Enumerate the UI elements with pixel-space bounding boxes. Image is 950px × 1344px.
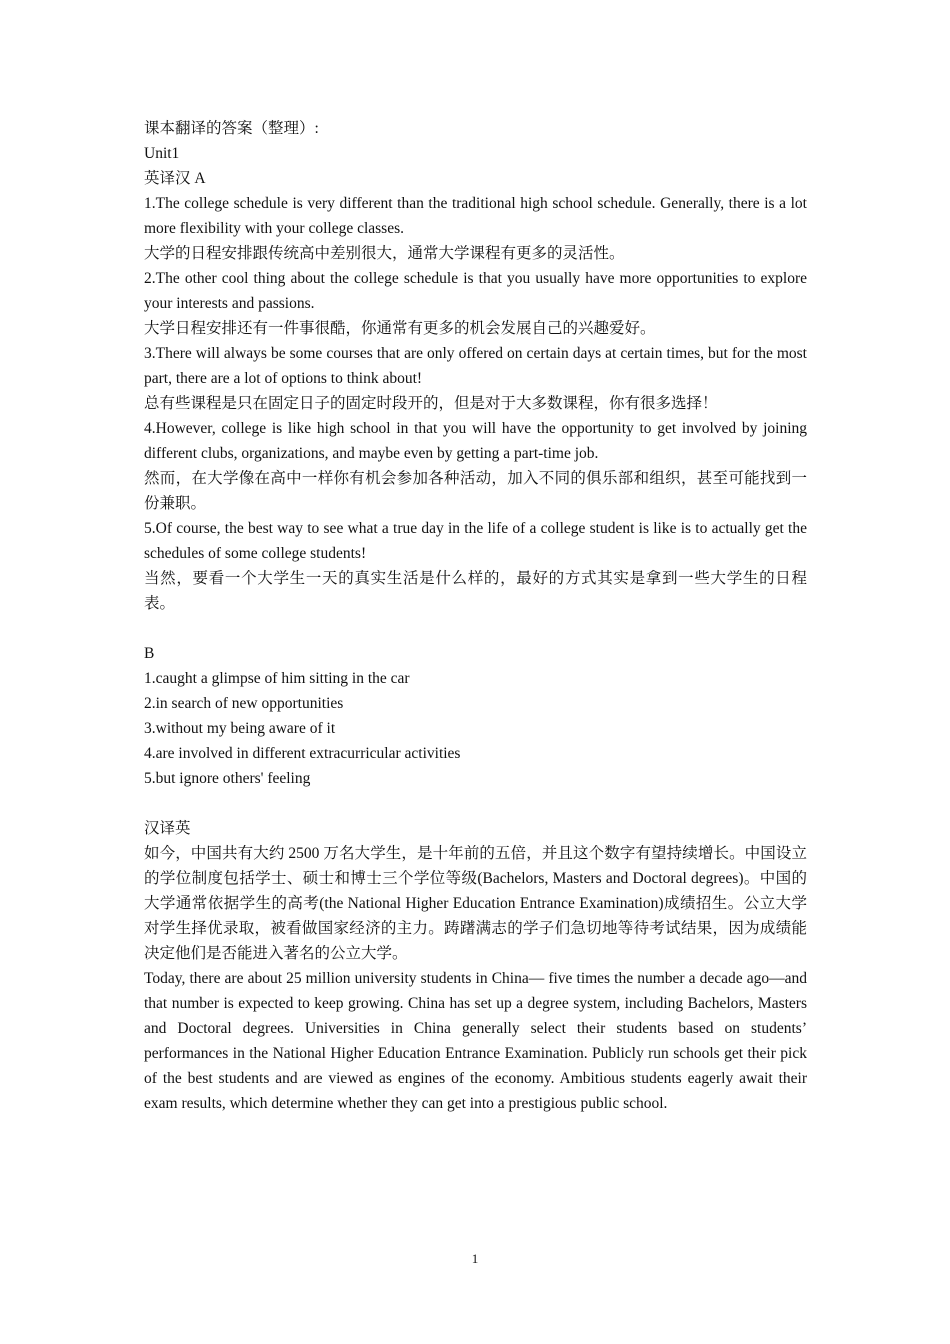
section-a-item-2-zh: 大学日程安排还有一件事很酷，你通常有更多的机会发展自己的兴趣爱好。 — [144, 320, 656, 337]
section-a-item-1-en: 1.The college schedule is very different than the traditional high school schedule. Generally, there is a lot more flexibility with your college classes. — [144, 195, 807, 237]
document-page — [144, 116, 807, 1116]
unit-title: Unit1 — [144, 145, 180, 162]
section-b-item-4: 4.are involved in different extracurricular activities — [144, 745, 461, 762]
section-a-item-5-zh: 当然，要看一个大学生一天的真实生活是什么样的，最好的方式其实是拿到一些大学生的日程表。 — [144, 570, 807, 612]
section-b-item-5: 5.but ignore others' feeling — [144, 770, 311, 787]
section-c-english-paragraph: Today, there are about 25 million university students in China— five times the number a decade ago—and that number is expected to keep growing. China has set up a degree system, including Bachelors, Masters and Doctoral degrees. Universities in China generally select their students based on students’ performances in the National Higher Education Entrance Examination. Publicly run schools get their pick of the best students and are viewed as engines of the economy. Ambitious students eagerly await their exam results, which determine whether they can get into a prestigious public school. — [144, 970, 807, 1112]
document-header: 课本翻译的答案（整理）: — [144, 120, 319, 137]
section-b-item-1: 1.caught a glimpse of him sitting in the car — [144, 670, 410, 687]
section-b-item-3: 3.without my being aware of it — [144, 720, 336, 737]
section-a-item-3-en: 3.There will always be some courses that are only offered on certain days at certain times, but for the most part, there are a lot of options to think about! — [144, 345, 807, 387]
section-c-title: 汉译英 — [144, 820, 191, 837]
section-a-item-3-zh: 总有些课程是只在固定日子的固定时段开的，但是对于大多数课程，你有很多选择！ — [144, 395, 718, 412]
spacer — [144, 616, 807, 641]
spacer — [144, 791, 807, 816]
section-c-chinese-paragraph: 如今，中国共有大约 2500 万名大学生，是十年前的五倍，并且这个数字有望持续增长。中国设立的学位制度包括学士、硕士和博士三个学位等级(Bachelors, Masters and Doctoral degrees)。中国的大学通常依据学生的高考(the National Higher Education Entrance Examination)成绩招生。公立大学对学生择优录取，被看做国家经济的主力。踌躇满志的学子们急切地等待考试结果，因为成绩能决定他们是否能进入著名的公立大学。 — [144, 845, 807, 962]
section-b-item-2: 2.in search of new opportunities — [144, 695, 344, 712]
section-b-title: B — [144, 645, 155, 662]
section-a-item-2-en: 2.The other cool thing about the college schedule is that you usually have more opportunities to explore your interests and passions. — [144, 270, 807, 312]
section-a-title: 英译汉 A — [144, 170, 206, 187]
section-a-item-4-zh: 然而，在大学像在高中一样你有机会参加各种活动，加入不同的俱乐部和组织，甚至可能找到一份兼职。 — [144, 470, 807, 512]
page-number: 1 — [471, 1251, 479, 1266]
section-a-item-1-zh: 大学的日程安排跟传统高中差别很大，通常大学课程有更多的灵活性。 — [144, 245, 625, 262]
section-a-item-5-en: 5.Of course, the best way to see what a true day in the life of a college student is like is to actually get the schedules of some college students! — [144, 520, 807, 562]
section-a-item-4-en: 4.However, college is like high school in that you will have the opportunity to get involved by joining different clubs, organizations, and maybe even by getting a part-time job. — [144, 420, 807, 462]
